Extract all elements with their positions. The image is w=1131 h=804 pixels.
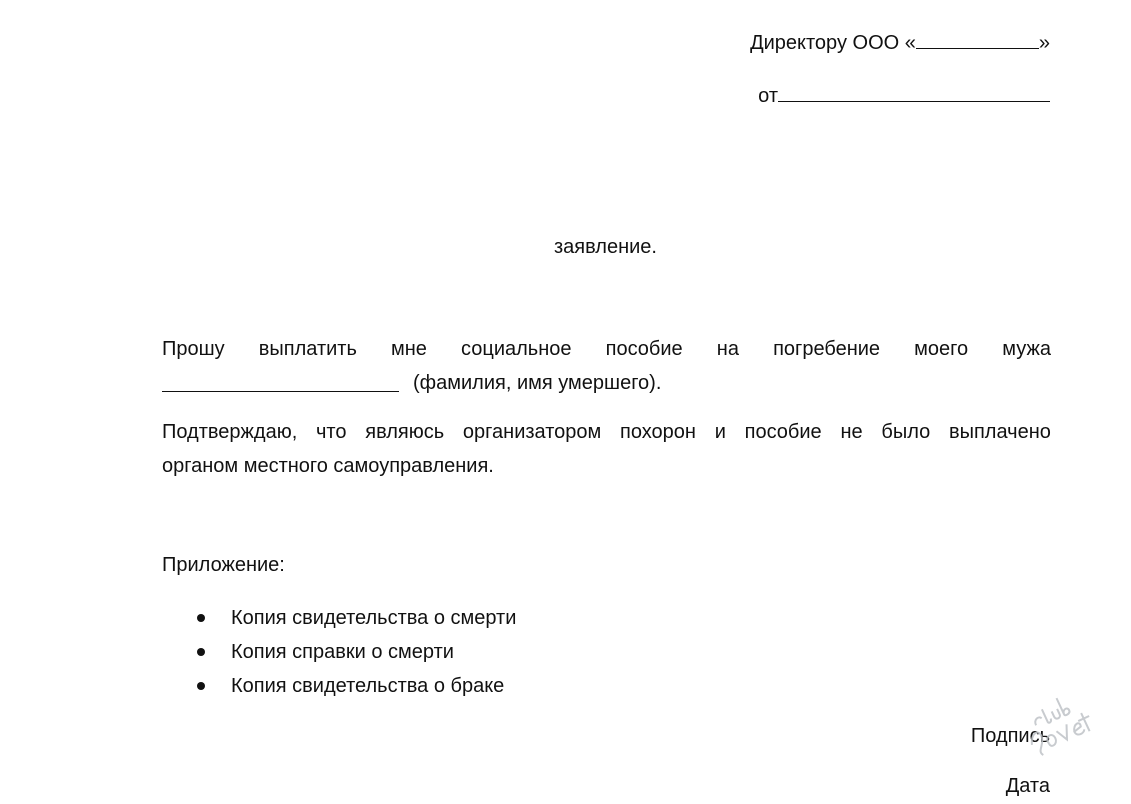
- request-word: пособие: [605, 338, 683, 360]
- request-word: мне: [391, 338, 427, 360]
- request-word: погребение: [773, 338, 881, 360]
- request-line-2: [162, 366, 1051, 400]
- attachment-label: Копия справки о смерти: [231, 640, 454, 663]
- list-item: [196, 601, 516, 635]
- confirm-line-2: органом местного самоуправления.: [162, 455, 494, 477]
- confirm-word: и: [714, 421, 726, 443]
- sender-name-blank: [778, 84, 1050, 102]
- bullet-icon: [197, 682, 205, 690]
- attachment-label: Копия свидетельства о браке: [231, 674, 505, 697]
- request-word: выплатить: [258, 338, 357, 360]
- confirm-word: было: [881, 421, 931, 443]
- confirm-line-1: [162, 415, 1051, 449]
- confirm-word: что: [316, 421, 347, 443]
- confirm-paragraph: [162, 415, 1051, 483]
- bullet-icon: [197, 614, 205, 622]
- from-line: [758, 84, 1050, 108]
- confirm-word: пособие: [744, 421, 822, 443]
- request-word: мужа: [1002, 338, 1051, 360]
- confirm-word: похорон: [620, 421, 696, 443]
- request-word: Прошу: [162, 338, 225, 360]
- attachment-label: Копия свидетельства о смерти: [231, 606, 517, 629]
- attachments-list: [196, 601, 516, 703]
- list-item: [196, 669, 516, 703]
- deceased-name-hint: (фамилия, имя умершего).: [413, 372, 662, 394]
- request-word: моего: [914, 338, 969, 360]
- confirm-word: являюсь: [365, 421, 445, 443]
- list-item: [196, 635, 516, 669]
- from-prefix: от: [758, 85, 778, 107]
- confirm-word: организатором: [462, 421, 602, 443]
- company-name-blank: [916, 31, 1039, 49]
- bullet-icon: [197, 648, 205, 656]
- request-word: социальное: [461, 338, 572, 360]
- deceased-name-blank: [162, 374, 399, 392]
- signature-label: Подпись: [970, 725, 1050, 747]
- request-paragraph: [162, 332, 1051, 400]
- watermark-logo: [1016, 690, 1101, 760]
- document-title: заявление.: [554, 236, 657, 258]
- request-line-1: [162, 332, 1051, 366]
- addressee-suffix: »: [1038, 32, 1050, 54]
- confirm-word: не: [840, 421, 863, 443]
- confirm-word: Подтверждаю,: [162, 421, 298, 443]
- confirm-word: выплачено: [948, 421, 1051, 443]
- addressee-line: [750, 31, 1050, 55]
- attachments-heading: Приложение:: [162, 554, 285, 576]
- addressee-prefix: Директору ООО «: [750, 32, 916, 54]
- date-label: Дата: [1005, 775, 1050, 797]
- request-word: на: [716, 338, 739, 360]
